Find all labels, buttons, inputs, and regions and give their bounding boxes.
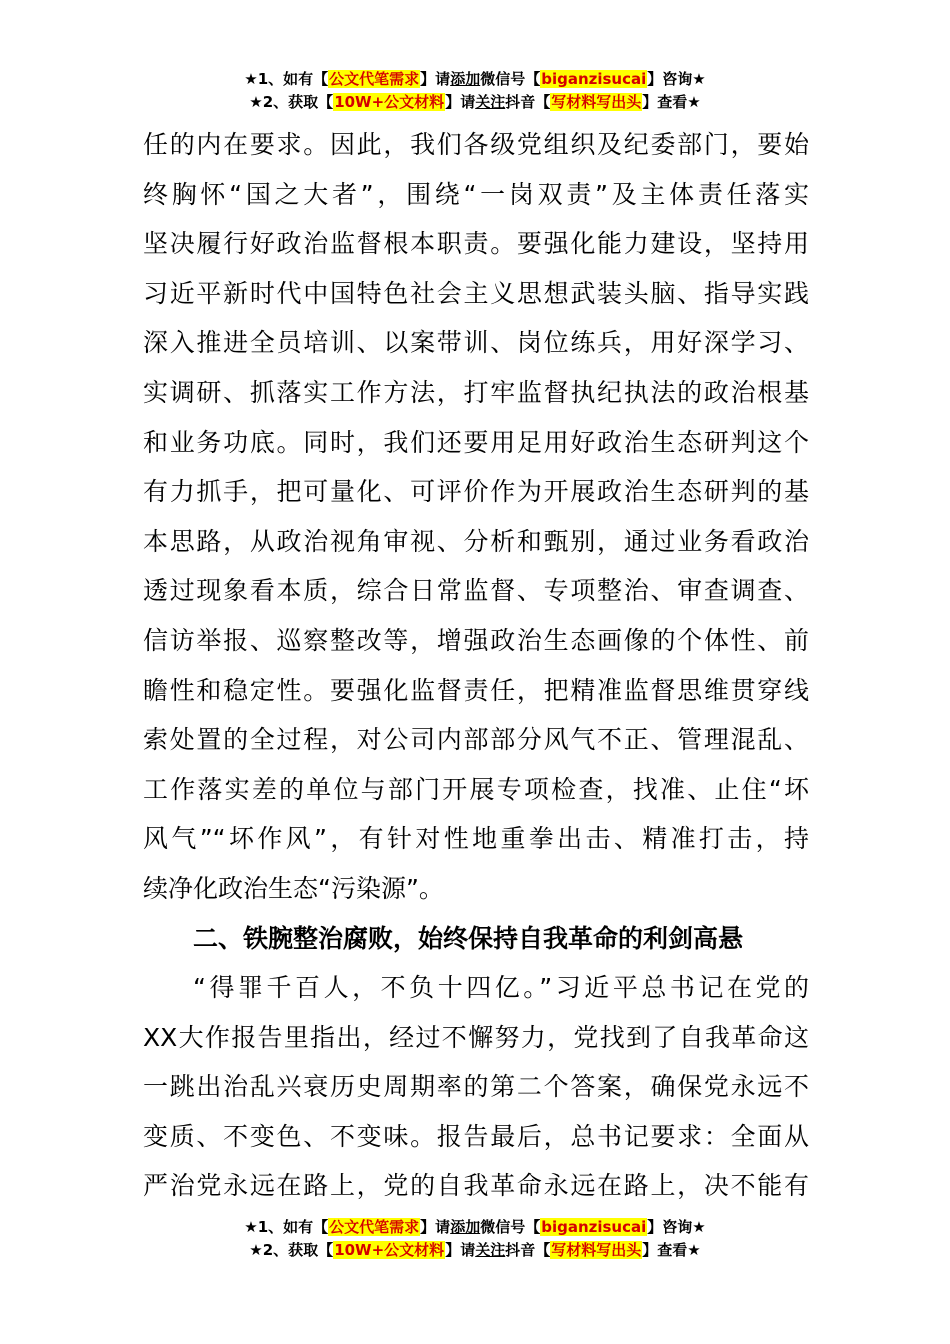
paragraph-line: 续净化政治生态“污染源”。 <box>143 873 444 903</box>
header-banner <box>0 68 950 114</box>
paragraph-line: 实调研、抓落实工作方法，打牢监督执纪执法的政治根基 <box>143 377 809 407</box>
paragraph-line: 变质、不变色、不变味。报告最后，总书记要求：全面从 <box>143 1121 809 1151</box>
paragraph-line: XX大作报告里指出，经过不懈努力，党找到了自我革命这 <box>143 1022 809 1052</box>
paragraph-line: 风气”“坏作风”，有针对性地重拳出击、精准打击，持 <box>143 824 809 854</box>
paragraph-line: 习近平新时代中国特色社会主义思想武装头脑、指导实践 <box>143 278 809 308</box>
paragraph-line: 信访举报、巡察整改等，增强政治生态画像的个体性、前 <box>143 625 809 655</box>
header-banner-line-1: ★1、如有【公文代笔需求】请添加微信号【biganzisucai】咨询★ <box>244 70 706 88</box>
paragraph-line: 任的内在要求。因此，我们各级党组织及纪委部门，要始 <box>143 130 809 159</box>
header-banner-line-2: ★2、获取【10W+公文材料】请关注抖音【写材料写出头】查看★ <box>249 93 701 111</box>
paragraph-line: 坚决履行好政治监督根本职责。要强化能力建设，坚持用 <box>143 229 809 259</box>
footer-banner <box>0 1216 950 1262</box>
paragraph-line: 瞻性和稳定性。要强化监督责任，把精准监督思维贯穿线 <box>143 675 809 705</box>
highlight-service: 公文代笔需求 <box>329 1218 420 1236</box>
paragraph-line: “得罪千百人，不负十四亿。”习近平总书记在党的 <box>193 973 809 1003</box>
highlight-materials: 10W+公文材料 <box>334 93 445 111</box>
highlight-douyin-account: 写材料写出头 <box>551 1241 642 1259</box>
paragraph-line: 深入推进全员培训、以案带训、岗位练兵，用好深学习、 <box>143 328 809 358</box>
paragraph-line: 有力抓手，把可量化、可评价作为开展政治生态研判的基 <box>143 477 809 507</box>
paragraph-line: 索处置的全过程，对公司内部部分风气不正、管理混乱、 <box>143 725 809 755</box>
footer-banner-line-2: ★2、获取【10W+公文材料】请关注抖音【写材料写出头】查看★ <box>249 1241 701 1259</box>
paragraph-line: 和业务功底。同时，我们还要用足用好政治生态研判这个 <box>143 427 809 457</box>
document-body <box>143 120 809 1211</box>
paragraph-line: 本思路，从政治视角审视、分析和甄别，通过业务看政治 <box>143 526 809 556</box>
highlight-wechat-id: biganzisucai <box>541 1218 647 1236</box>
highlight-service: 公文代笔需求 <box>329 70 420 88</box>
paragraph-line: 透过现象看本质，综合日常监督、专项整治、审查调查、 <box>143 576 809 606</box>
paragraph-line: 一跳出治乱兴衰历史周期率的第二个答案，确保党永远不 <box>143 1072 809 1102</box>
highlight-douyin-account: 写材料写出头 <box>551 93 642 111</box>
footer-banner-line-1: ★1、如有【公文代笔需求】请添加微信号【biganzisucai】咨询★ <box>244 1218 706 1236</box>
paragraph-line: 工作落实差的单位与部门开展专项检查，找准、止住“坏 <box>143 774 809 804</box>
highlight-wechat-id: biganzisucai <box>541 70 647 88</box>
highlight-materials: 10W+公文材料 <box>334 1241 445 1259</box>
paragraph-line: 严治党永远在路上，党的自我革命永远在路上，决不能有 <box>143 1171 809 1201</box>
paragraph-line: 终胸怀“国之大者”，围绕“一岗双责”及主体责任落实 <box>143 179 809 209</box>
section-heading: 二、铁腕整治腐败，始终保持自我革命的利剑高悬 <box>193 923 744 953</box>
